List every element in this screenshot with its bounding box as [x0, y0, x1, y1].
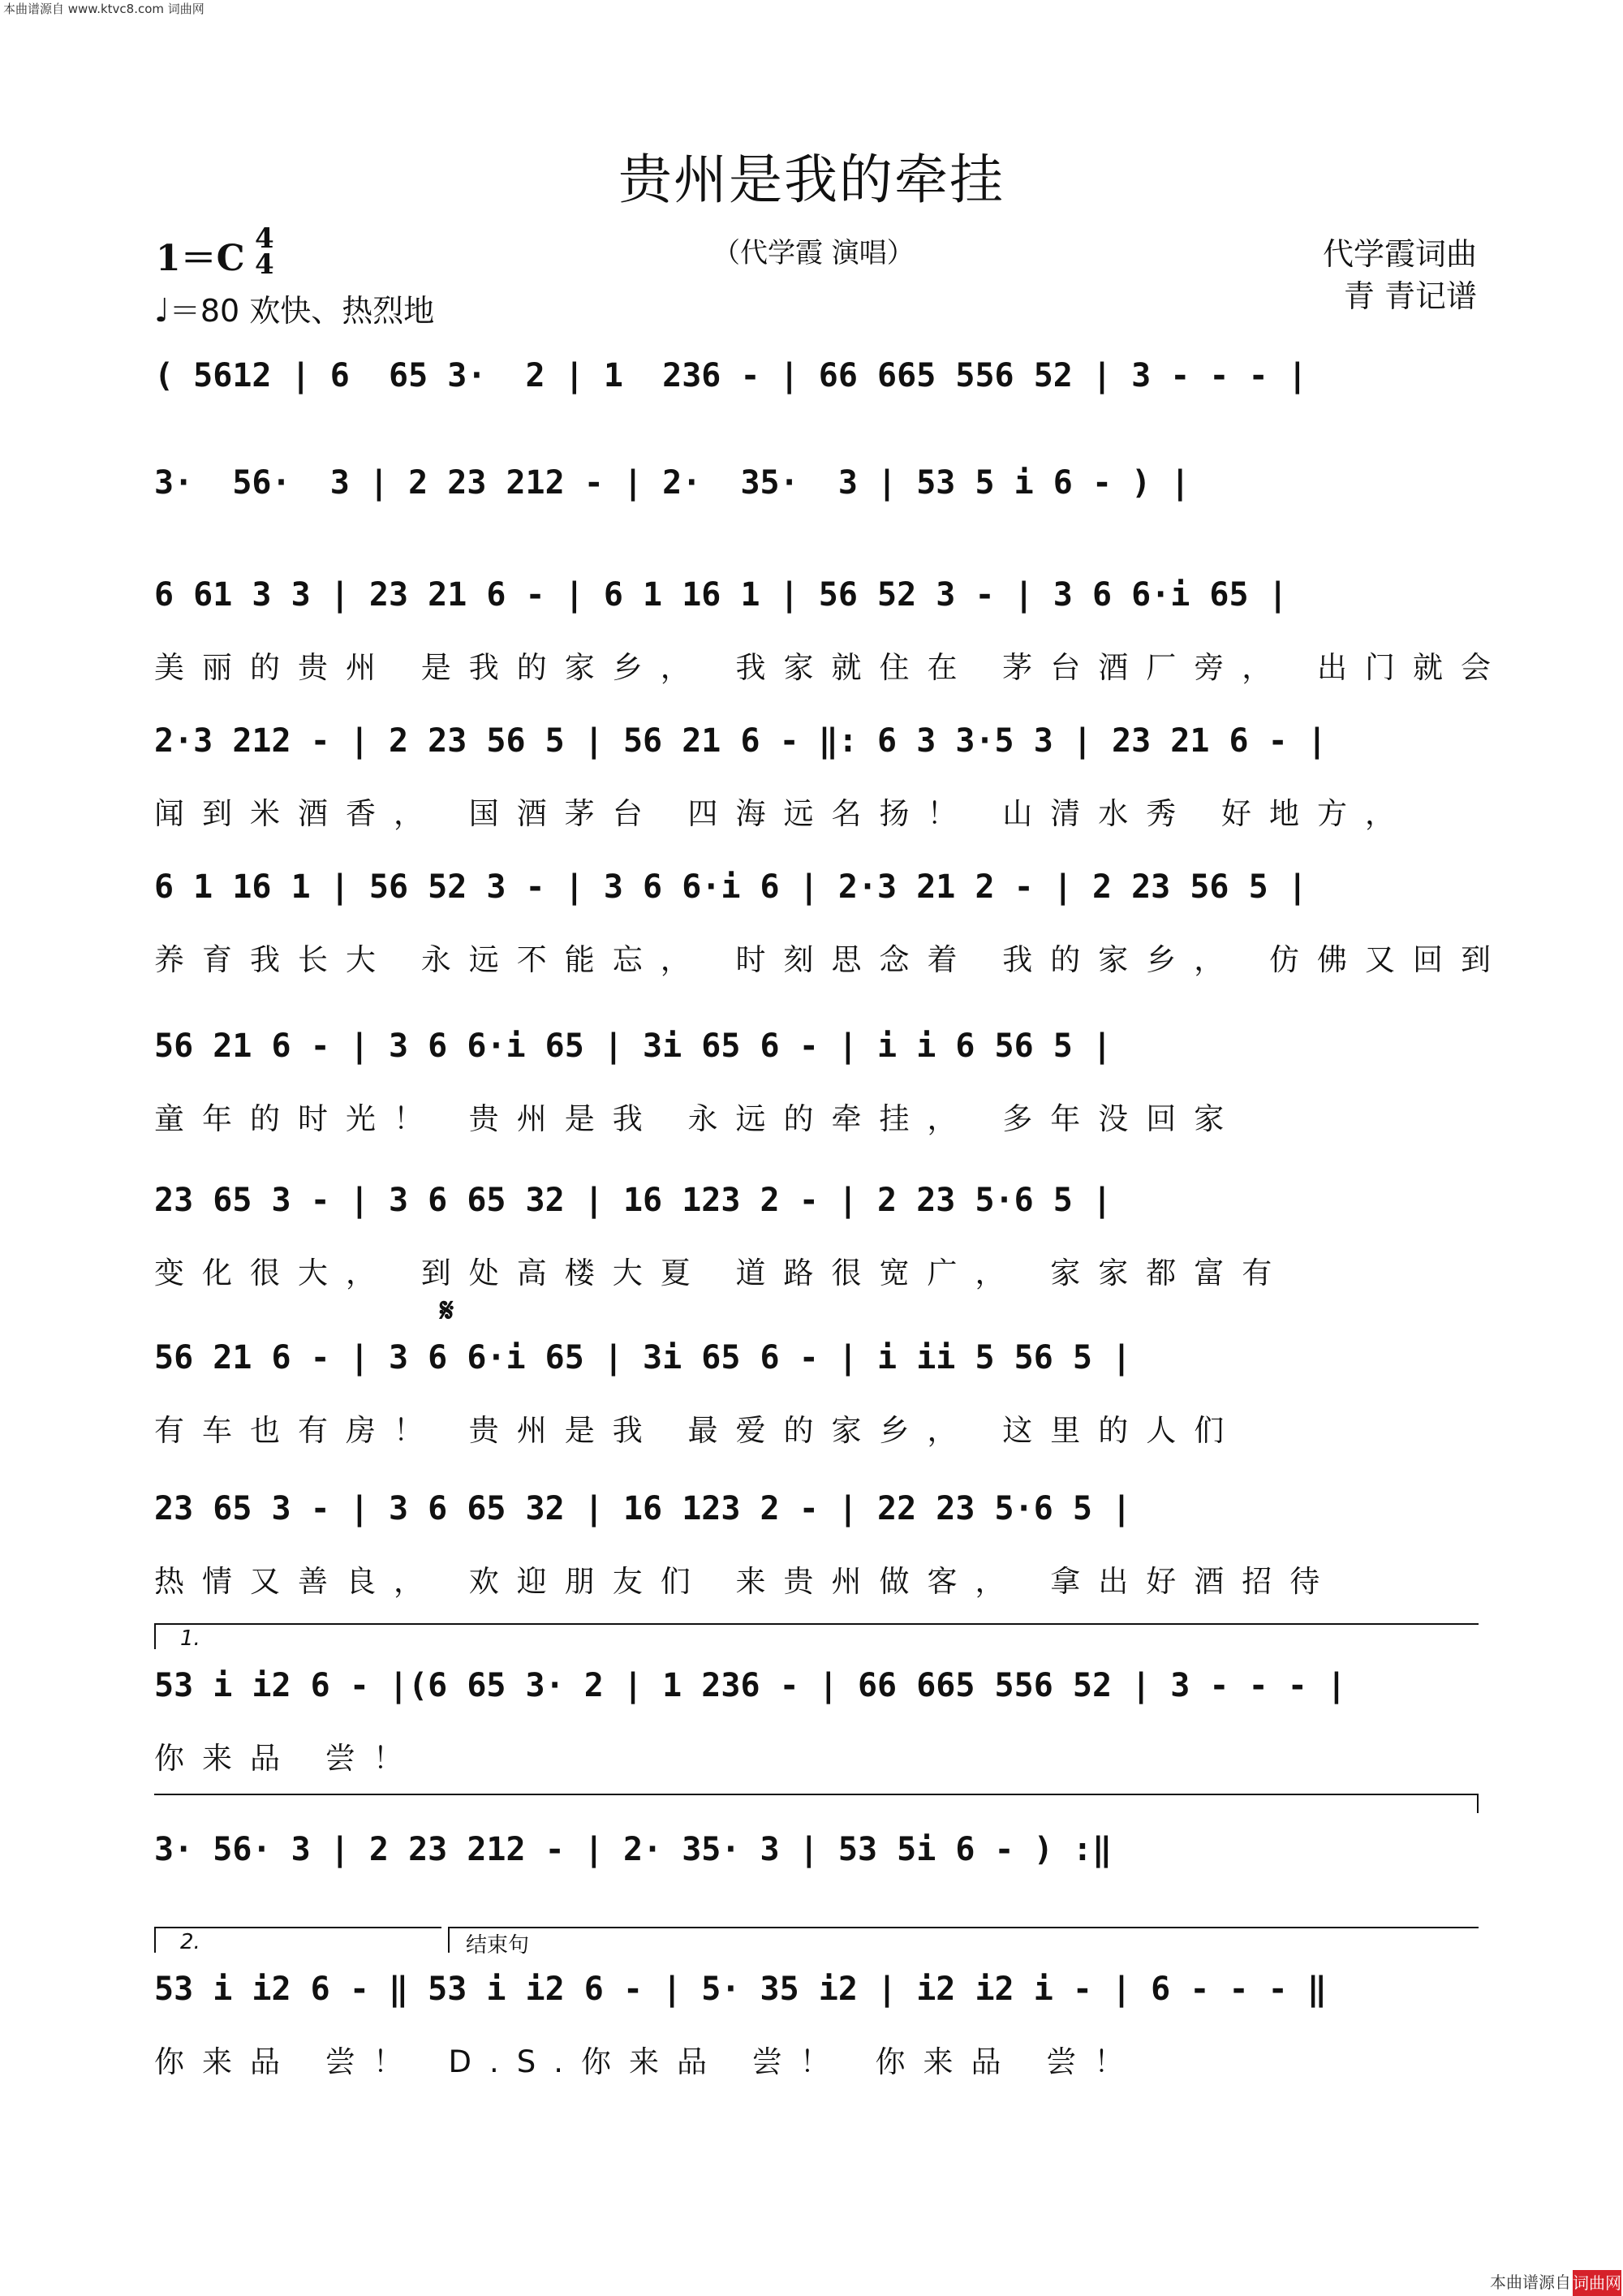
tempo-text: ＝80 欢快、热烈地 [169, 293, 435, 329]
segno-sign: 𝄋 [440, 1292, 454, 1329]
time-signature-top: 4 [255, 222, 274, 255]
notes-row-4: 2·3 212 - | 2 23 56 5 | 56 21 6 - ‖: 6 3 3·5 3 | 23 21 6 - | [154, 722, 1327, 760]
composer-credit: 代学霞词曲 [1322, 236, 1477, 272]
notes-row-2: 3· 56· 3 | 2 23 212 - | 2· 35· 3 | 53 5 i 6 - ) | [154, 464, 1190, 502]
notes-row-5: 6 1 16 1 | 56 52 3 - | 3 6 6·i 6 | 2·3 21 2 - | 2 23 56 5 | [154, 868, 1307, 906]
lyrics-row-8: 有车也有房！ 贵州是我 最爱的家乡， 这里的人们 [154, 1413, 1242, 1448]
bottom-watermark: 本曲谱源自 [1490, 2272, 1571, 2292]
notes-row-3: 6 61 3 3 | 23 21 6 - | 6 1 16 1 | 56 52 3 - | 3 6 6·i 65 | [154, 576, 1288, 614]
tempo-marking [154, 286, 434, 330]
lyrics-row-9: 热情又善良， 欢迎朋友们 来贵州做客， 拿出好酒招待 [154, 1564, 1338, 1599]
lyrics-row-6: 童年的时光！ 贵州是我 永远的牵挂， 多年没回家 [154, 1101, 1242, 1136]
time-signature [255, 222, 274, 281]
singer-credit: （代学霞 演唱） [712, 237, 915, 269]
site-badge: 词曲网 [1573, 2270, 1621, 2296]
notes-row-1: ( 5612 | 6 65 3· 2 | 1 236 - | 66 665 556 52 | 3 - - - | [154, 357, 1307, 394]
time-signature-bottom: 4 [255, 248, 274, 281]
lyrics-row-4: 闻到米酒香， 国酒茅台 四海远名扬！ 山清水秀 好地方， [154, 796, 1414, 831]
notes-row-9: 23 65 3 - | 3 6 65 32 | 16 123 2 - | 22 23 5·6 5 | [154, 1490, 1132, 1527]
notes-row-10: 53 i i2 6 - |(6 65 3· 2 | 1 236 - | 66 665 556 52 | 3 - - - | [154, 1667, 1347, 1704]
transcriber-credit: 青 青记谱 [1343, 278, 1477, 314]
quarter-note-icon: ♩ [154, 292, 170, 330]
lyrics-row-10: 你来品 尝！ [154, 1741, 421, 1776]
notes-row-12: 53 i i2 6 - ‖ 53 i i2 6 - | 5· 35 i2 | i2 i2 i - | 6 - - - ‖ [154, 1971, 1327, 2008]
ending-label: 结束句 [466, 1933, 530, 1958]
top-watermark: 本曲谱源自 www.ktvc8.com 词曲网 [3, 2, 204, 16]
lyrics-row-5: 养育我长大 永远不能忘， 时刻思念着 我的家乡， 仿佛又回到 [154, 942, 1509, 977]
lyrics-row-12: 你来品 尝！ D.S.你来品 尝！ 你来品 尝！ [154, 2044, 1143, 2079]
notes-row-7: 23 65 3 - | 3 6 65 32 | 16 123 2 - | 2 23 5·6 5 | [154, 1182, 1113, 1219]
key-signature: 1＝C [156, 238, 245, 279]
volta-continuation-line [154, 1794, 1479, 1813]
ending-bracket [448, 1927, 1479, 1953]
lyrics-row-3: 美丽的贵州 是我的家乡， 我家就住在 茅台酒厂旁， 出门就会 [154, 650, 1509, 685]
notes-row-6: 56 21 6 - | 3 6 6·i 65 | 3i 65 6 - | i i 6 56 5 | [154, 1027, 1113, 1065]
notes-row-8: 56 21 6 - | 3 6 6·i 65 | 3i 65 6 - | i ii 5 56 5 | [154, 1339, 1132, 1376]
volta-1-label: 1. [180, 1626, 200, 1651]
volta-bracket-1 [154, 1623, 1479, 1649]
notes-row-11: 3· 56· 3 | 2 23 212 - | 2· 35· 3 | 53 5i 6 - ) :‖ [154, 1831, 1113, 1868]
song-title: 贵州是我的牵挂 [618, 149, 1005, 211]
volta-2-label: 2. [180, 1930, 200, 1954]
lyrics-row-7: 变化很大， 到处高楼大夏 道路很宽广， 家家都富有 [154, 1256, 1290, 1290]
